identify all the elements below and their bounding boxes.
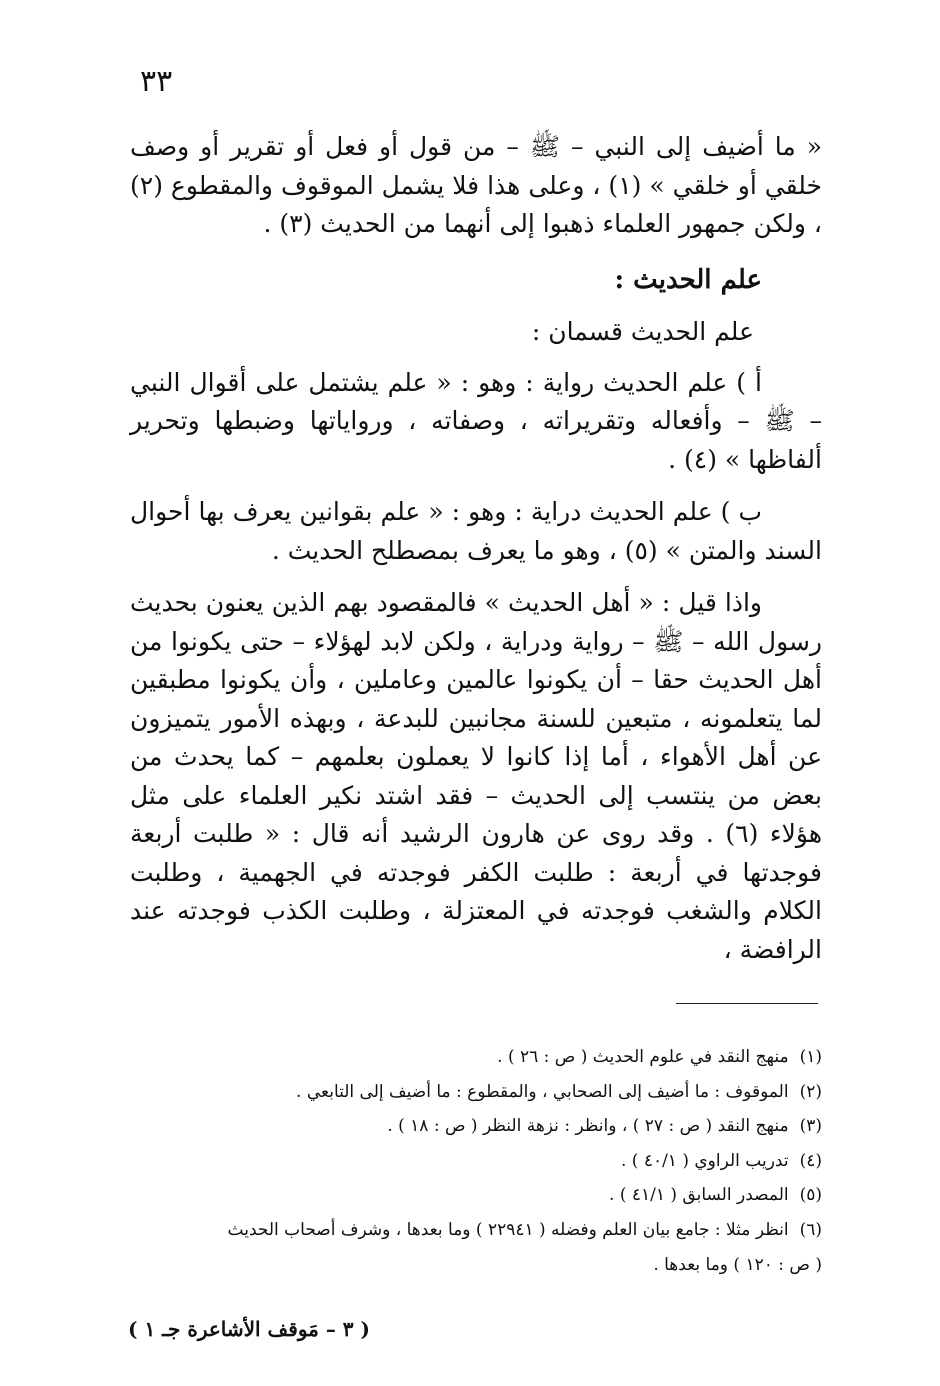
footnotes bbox=[128, 1040, 822, 1282]
footnote-label: (٤) bbox=[799, 1150, 822, 1171]
page-number: ٣٣ bbox=[140, 64, 173, 99]
footnote-label: (٥) bbox=[799, 1185, 822, 1206]
main-text bbox=[130, 128, 822, 969]
footnote-text: انظر مثلا : جامع بيان العلم وفضله ( ٢٢٩٤١ ) وما بعدها ، وشرف أصحاب الحديث bbox=[227, 1219, 789, 1240]
footnote-text: المصدر السابق ( ٤١/١ ) . bbox=[609, 1185, 789, 1206]
footnote-label: (١) bbox=[799, 1047, 822, 1067]
footnote-continuation: ( ص : ١٢٠ ) وما بعدها . bbox=[653, 1254, 822, 1275]
footnote-item bbox=[128, 1213, 822, 1248]
footnote-item bbox=[128, 1040, 822, 1075]
section-heading: علم الحديث : bbox=[614, 264, 762, 295]
paragraph-definition: « ما أضيف إلى النبي – ﷺ – من قول أو فعل أو تقرير أو وصف خلقي أو خلقي » (١) ، وعلى هذا فلا يشمل الموقوف والمقطوع (٢) ، ولكن جمهور العلماء ذهبوا إلى أنهما من الحديث (٣) . bbox=[130, 132, 822, 238]
paragraph-diraya: ب ) علم الحديث دراية : وهو : « علم بقوانين يعرف بها أحوال السند والمتن » (٥) ، وهو ما يعرف بمصطلح الحديث . bbox=[130, 497, 822, 565]
footnote-label: (٦) bbox=[799, 1219, 822, 1240]
footnote-text: منهج النقد ( ص : ٢٧ ) ، وانظر : نزهة النظر ( ص : ١٨ ) . bbox=[387, 1116, 789, 1137]
paragraph-ahl-al-hadith: واذا قيل : « أهل الحديث » فالمقصود بهم الذين يعنون بحديث رسول الله – ﷺ – رواية ودراية ، ولكن لابد لهؤلاء – حتى يكونوا من أهل الحديث حقا – أن يكونوا عالمين وعاملين ، وأن يكونوا مطبقين لما يتعلمونه ، متبعين للسنة مجانبين للبدعة ، وبهذه الأمور يتميزون عن أهل الأهواء ، أما إذا كانوا لا يعملون بعلمهم – كما يحدث من بعض من ينتسب إلى الحديث – فقد اشتد نكير العلماء على مثل هؤلاء (٦) . وقد روى عن هارون الرشيد أنه قال : « طلبت أربعة فوجدتها في أربعة : طلبت الكفر فوجدته في الجهمية ، وطلبت الكلام والشغب فوجدته في المعتزلة ، وطلبت الكذب فوجدته عند الرافضة ، bbox=[130, 588, 823, 964]
footnote-label: (٢) bbox=[799, 1081, 822, 1102]
page-footer: ( ٣ – مَوقف الأشاعرة جـ ١ ) bbox=[128, 1317, 370, 1341]
footnote-item bbox=[128, 1075, 822, 1110]
footnote-item bbox=[128, 1109, 822, 1144]
footnote-item bbox=[128, 1178, 822, 1213]
paragraph-riwaya: أ ) علم الحديث رواية : وهو : « علم يشتمل على أقوال النبي – ﷺ – وأفعاله وتقريراته ، وصفاته ، ورواياتها وضبطها وتحرير ألفاظها » (٤) . bbox=[130, 367, 822, 474]
footnote-item bbox=[128, 1144, 822, 1179]
footnote-text: الموقوف : ما أضيف إلى الصحابي ، والمقطوع : ما أضيف إلى التابعي . bbox=[296, 1081, 789, 1102]
footnote-divider bbox=[676, 1003, 818, 1004]
footnote-text: منهج النقد في علوم الحديث ( ص : ٢٦ ) . bbox=[497, 1047, 789, 1067]
footnote-label: (٣) bbox=[799, 1116, 822, 1137]
subheading-divisions: علم الحديث قسمان : bbox=[531, 316, 754, 346]
footnote-text: تدريب الراوي ( ٤٠/١ ) . bbox=[620, 1150, 789, 1171]
